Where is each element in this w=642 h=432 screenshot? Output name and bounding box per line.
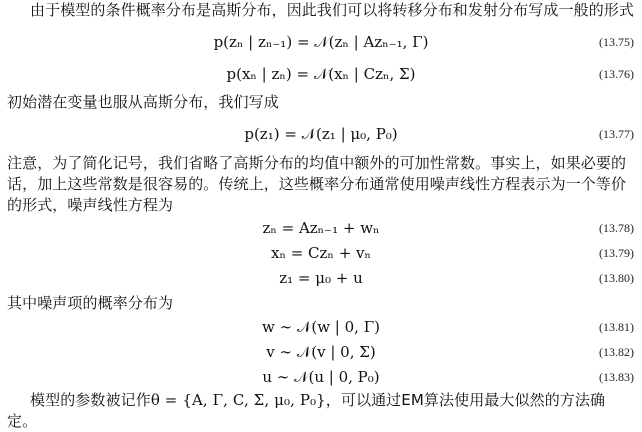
equation-number: (13.77)	[599, 127, 634, 141]
equation-13-78	[0, 217, 642, 239]
equation-13-82	[0, 341, 642, 363]
paragraph-intro: 由于模型的条件概率分布是高斯分布，因此我们可以将转移分布和发射分布写成一般的形式	[30, 1, 635, 19]
equation-number: (13.81)	[599, 320, 634, 334]
paragraph-noise-note: 注意，为了简化记号，我们省略了高斯分布的均值中额外的可加性常数。事实上，如果必要的话，加上这些常数是很容易的。传统上，这些概率分布通常使用噪声线性方程表示为一个等价的形式，噪声线性方程为	[7, 154, 627, 214]
paragraph-initial-latent: 初始潜在变量也服从高斯分布，我们写成	[7, 93, 279, 111]
parameters-suffix: ，可以通过EM算法使用最大似然的方法确定。	[7, 391, 606, 430]
equation-expression: zₙ = Azₙ₋₁ + wₙ	[262, 219, 380, 237]
equation-number: (13.82)	[599, 345, 634, 359]
equation-number: (13.80)	[599, 271, 634, 285]
equation-number: (13.78)	[599, 221, 634, 235]
equation-expression: w ∼ 𝒩(w | 0, Γ)	[262, 318, 380, 336]
equation-number: (13.75)	[599, 35, 634, 49]
parameters-prefix: 模型的参数被记作	[30, 391, 151, 409]
equation-13-79	[0, 242, 642, 264]
equation-number: (13.83)	[599, 370, 634, 384]
equation-13-80	[0, 267, 642, 289]
paragraph-parameters	[7, 390, 635, 432]
equation-13-75	[0, 31, 642, 53]
equation-13-81	[0, 316, 642, 338]
equation-number: (13.76)	[599, 67, 634, 81]
equation-expression: u ∼ 𝒩(u | 0, P₀)	[262, 368, 380, 386]
equation-13-77	[0, 123, 642, 145]
equation-number: (13.79)	[599, 246, 634, 260]
parameters-math: θ = {A, Γ, C, Σ, μ₀, P₀}	[150, 391, 326, 409]
equation-expression: v ∼ 𝒩(v | 0, Σ)	[266, 343, 376, 361]
equation-expression: z₁ = μ₀ + u	[279, 269, 363, 287]
equation-expression: p(zₙ | zₙ₋₁) = 𝒩(zₙ | Azₙ₋₁, Γ)	[213, 33, 429, 51]
equation-13-76	[0, 63, 642, 85]
equation-13-83	[0, 366, 642, 388]
equation-expression: p(z₁) = 𝒩(z₁ | μ₀, P₀)	[244, 125, 398, 143]
equation-expression: p(xₙ | zₙ) = 𝒩(xₙ | Czₙ, Σ)	[226, 65, 416, 83]
paragraph-noise-distribution: 其中噪声项的概率分布为	[7, 294, 174, 312]
equation-expression: xₙ = Czₙ + vₙ	[271, 244, 371, 262]
